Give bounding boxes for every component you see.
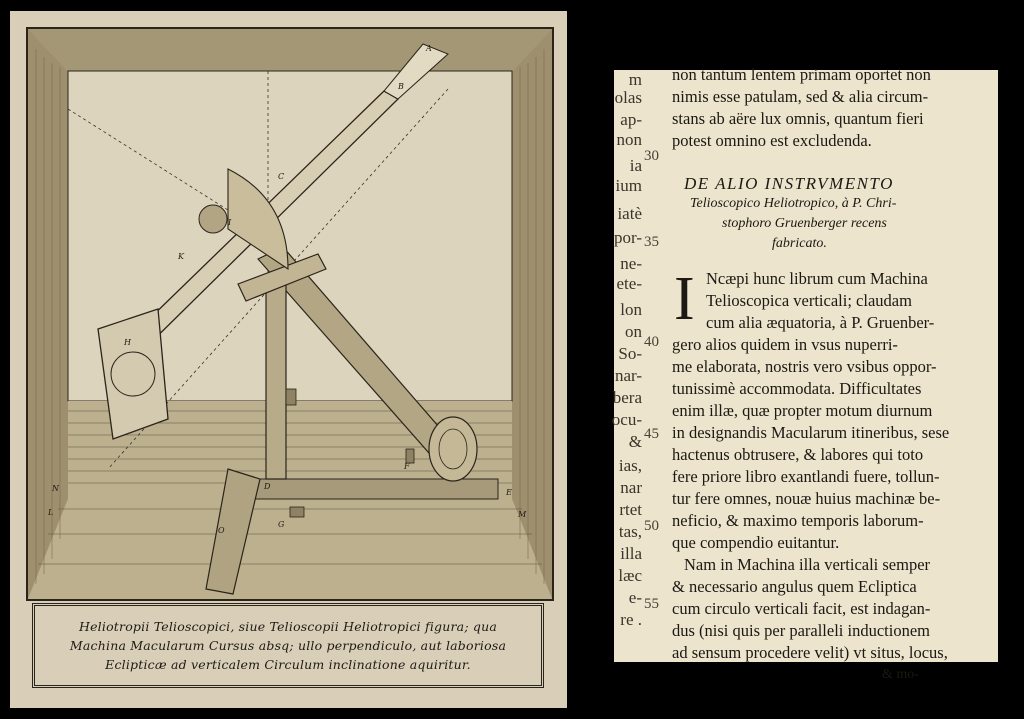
- text-line: in designandis Macularum itineribus, sese: [672, 423, 950, 442]
- letter-g: G: [278, 520, 285, 529]
- letter-l: L: [48, 508, 54, 517]
- letter-m: M: [518, 510, 527, 519]
- letter-f: F: [404, 462, 410, 471]
- text-line: neficio, & maximo temporis laborum-: [672, 511, 924, 530]
- margin-fragment: So-: [618, 344, 642, 363]
- line-number: 45: [644, 426, 659, 442]
- text-line: gero alios quidem in vsus nuperri-: [672, 335, 898, 354]
- margin-fragment: lon: [620, 300, 642, 319]
- margin-fragment: bera: [612, 388, 642, 407]
- caption-line: Eclipticæ ad verticalem Circulum inclinatione aquiritur.: [105, 657, 471, 672]
- text-line: fere priore libro exantlandi fuere, tollun-: [672, 467, 940, 486]
- cropped-margin-column: [611, 70, 644, 662]
- section-heading: DE ALIO INSTRVMENTO: [684, 174, 894, 193]
- margin-fragment: rtet: [619, 500, 642, 519]
- section-subheading: Telioscopico Heliotropico, à P. Chri-: [690, 196, 897, 211]
- margin-fragment: ias,: [618, 456, 642, 475]
- text-line: cum circulo verticali facit, est indagan-: [672, 599, 931, 618]
- drop-cap: I: [674, 265, 695, 333]
- text-line: Telioscopica verticali; claudam: [706, 291, 912, 310]
- text-line: non tantum lentem primam oportet non: [672, 65, 931, 84]
- text-line: & necessario angulus quem Ecliptica: [672, 577, 917, 596]
- margin-fragment: ap-: [620, 110, 642, 129]
- letter-n: N: [52, 484, 59, 493]
- engraved-plate: [10, 11, 567, 708]
- section-subheading: stophoro Gruenberger recens: [722, 216, 887, 231]
- margin-fragment: nar-: [614, 366, 642, 385]
- letter-k: K: [178, 252, 184, 261]
- margin-fragment: olas: [614, 88, 642, 107]
- margin-fragment: læc: [618, 566, 642, 585]
- margin-fragment: ne-: [620, 254, 642, 273]
- text-line: hactenus obtrusere, & labores qui toto: [672, 445, 924, 464]
- text-line: potest omnino est excludenda.: [672, 131, 872, 150]
- margin-fragment: illa: [620, 544, 642, 563]
- line-number: 50: [644, 518, 659, 534]
- text-line: cum alia æquatoria, à P. Gruenber-: [706, 313, 935, 332]
- plate-caption: [32, 603, 544, 688]
- margin-fragment: ium: [615, 176, 642, 195]
- margin-fragment: ia: [629, 156, 642, 175]
- margin-fragment: iatè: [617, 204, 642, 223]
- letter-c: C: [278, 172, 285, 181]
- line-number: 35: [644, 234, 659, 250]
- margin-fragment: ete-: [616, 274, 642, 293]
- text-line: ad sensum procedere velit) vt situs, locus,: [672, 643, 948, 662]
- text-line: nimis esse patulam, sed & alia circum-: [672, 87, 929, 106]
- letter-h: H: [124, 338, 131, 347]
- margin-fragment: m: [628, 70, 642, 89]
- line-number: 40: [644, 334, 659, 350]
- margin-fragment: &: [628, 432, 642, 451]
- margin-fragment: e-: [628, 588, 642, 607]
- letter-o: O: [218, 526, 225, 535]
- letter-e: E: [506, 488, 512, 497]
- text-line: enim illæ, quæ propter motum diurnum: [672, 401, 933, 420]
- section-subheading: fabricato.: [772, 236, 827, 251]
- text-line: stans ab aëre lux omnis, quantum fieri: [672, 109, 924, 128]
- text-line: Nam in Machina illa verticali semper: [684, 555, 931, 574]
- text-page: [611, 65, 998, 682]
- margin-fragment: on: [625, 322, 642, 341]
- margin-fragment: non: [616, 130, 642, 149]
- letter-a: A: [426, 44, 432, 53]
- margin-fragment: ocu-: [611, 410, 642, 429]
- letter-b: B: [398, 82, 404, 91]
- text-line: me elaborata, nostris vero vsibus oppor-: [672, 357, 937, 376]
- plate-frame: [26, 27, 554, 601]
- text-line: Ncæpi hunc librum cum Machina: [706, 269, 928, 288]
- heliotrope-telescope-engraving: [28, 29, 552, 599]
- margin-fragment: tas,: [618, 522, 642, 541]
- catchword: & mo-: [882, 667, 919, 682]
- line-number: 55: [644, 596, 659, 612]
- margin-fragment: nar: [620, 478, 642, 497]
- caption-line: Heliotropii Telioscopici, siue Telioscopii Heliotropici figura; qua: [78, 619, 498, 634]
- text-line: dus (nisi quis per paralleli inductionem: [672, 621, 930, 640]
- text-line: tur fere omnes, nouæ huius machinæ be-: [672, 489, 941, 508]
- text-line: tunissimè accommodata. Difficultates: [672, 379, 922, 398]
- line-number: 30: [644, 148, 659, 164]
- caption-line: Machina Macularum Cursus absq; ullo perpendiculo, aut laboriosa: [69, 638, 507, 653]
- letter-i: I: [228, 218, 232, 227]
- letter-d: D: [264, 482, 271, 491]
- margin-fragment: re .: [620, 610, 642, 629]
- margin-fragment: por-: [614, 228, 642, 247]
- text-line: que compendio euitantur.: [672, 533, 840, 552]
